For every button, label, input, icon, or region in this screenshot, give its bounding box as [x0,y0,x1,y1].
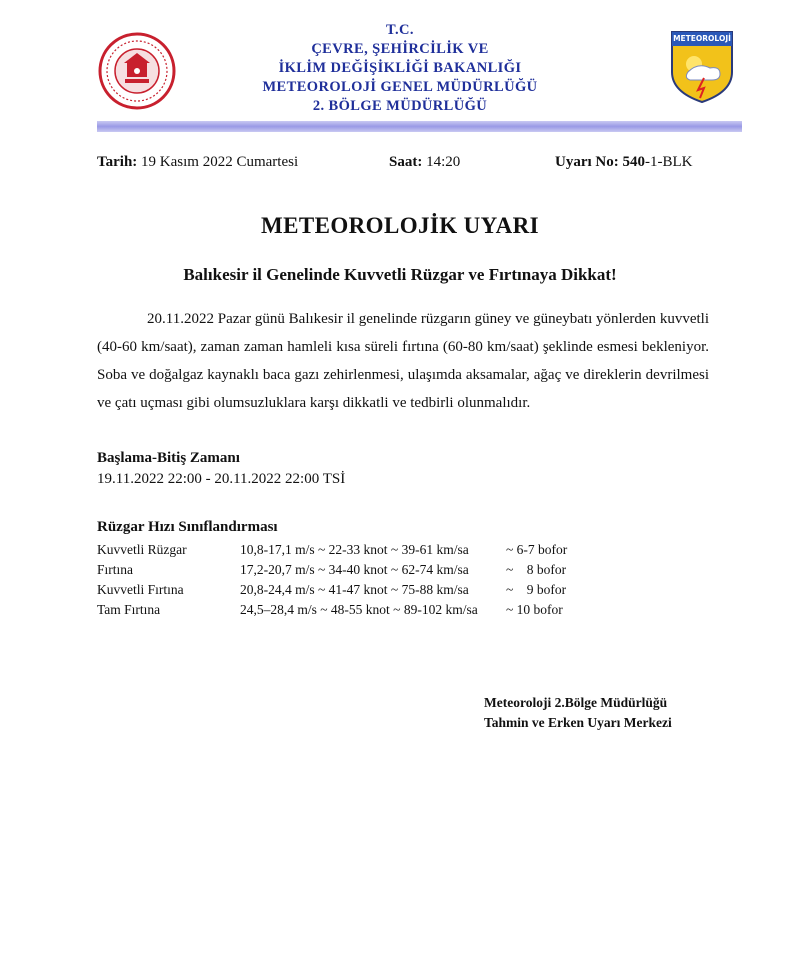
time-field [389,154,460,171]
period-label: Başlama-Bitiş Zamanı [97,450,240,466]
time-label: Saat: [389,154,423,170]
row-name: Fırtına [97,562,133,577]
warning-body [97,305,709,417]
warning-suffix: -1-BLK [645,154,693,170]
row-speed: 10,8-17,1 m/s ~ 22-33 knot ~ 39-61 km/sa [240,542,469,557]
date-value: 19 Kasım 2022 Cumartesi [141,154,299,170]
meteoroloji-logo [668,28,736,104]
row-bofor: ~ 10 bofor [506,602,563,617]
warning-number: 540 [622,154,645,170]
table-row [97,562,617,581]
classification-label: Rüzgar Hızı Sınıflandırması [97,519,278,535]
row-speed: 20,8-24,4 m/s ~ 41-47 knot ~ 75-88 km/sa [240,582,469,597]
header-line-bolge: 2. BÖLGE MÜDÜRLÜĞÜ [312,98,488,114]
row-name: Kuvvetli Rüzgar [97,542,187,557]
table-row [97,582,617,601]
document-title: METEOROLOJİK UYARI [261,213,539,238]
row-bofor: ~ 9 bofor [506,582,567,597]
warning-number-field [555,154,693,171]
document-subtitle: Balıkesir il Genelinde Kuvvetli Rüzgar ve Fırtınaya Dikkat! [183,265,617,284]
row-name: Tam Fırtına [97,602,161,617]
row-speed: 24,5–28,4 m/s ~ 48-55 knot ~ 89-102 km/sa [240,602,478,617]
signature-line-2: Tahmin ve Erken Uyarı Merkezi [484,715,672,730]
table-row [97,542,617,561]
header-divider [97,121,742,132]
body-paragraph: 20.11.2022 Pazar günü Balıkesir il genelinde rüzgarın güney ve güneybatı yönlerden kuvvetli (40-60 km/saat), zaman zaman hamleli kısa süreli fırtına (60-80 km/saat) şeklinde esmesi bekleniyor. Soba ve doğalgaz kaynaklı baca gazı zehirlenmesi, ulaşımda aksamalar, ağaç ve direklerin devrilmesi ve çatı uçması gibi olumsuzluklara karşı dikkatli ve tedbirli olunmalıdır. [97,311,709,411]
period-value: 19.11.2022 22:00 - 20.11.2022 22:00 TSİ [97,471,346,487]
date-field [97,154,298,171]
header-line-iklim: İKLİM DEĞİŞİKLİĞİ BAKANLIĞI [278,60,522,76]
signature-line-1: Meteoroloji 2.Bölge Müdürlüğü [484,695,668,710]
row-speed: 17,2-20,7 m/s ~ 34-40 knot ~ 62-74 km/sa [240,562,469,577]
time-value: 14:20 [426,154,461,170]
row-bofor: ~ 8 bofor [506,562,567,577]
table-row [97,602,617,621]
row-name: Kuvvetli Fırtına [97,582,184,597]
warning-label: Uyarı No: [555,154,619,170]
date-label: Tarih: [97,154,138,170]
row-bofor: ~ 6-7 bofor [506,542,568,557]
header-line-cevre: ÇEVRE, ŞEHİRCİLİK VE [311,41,489,57]
header-line-mgm: METEOROLOJİ GENEL MÜDÜRLÜĞÜ [262,79,538,95]
logo-text: METEOROLOJİ [673,34,731,43]
header-line-tc: T.C. [386,22,414,38]
